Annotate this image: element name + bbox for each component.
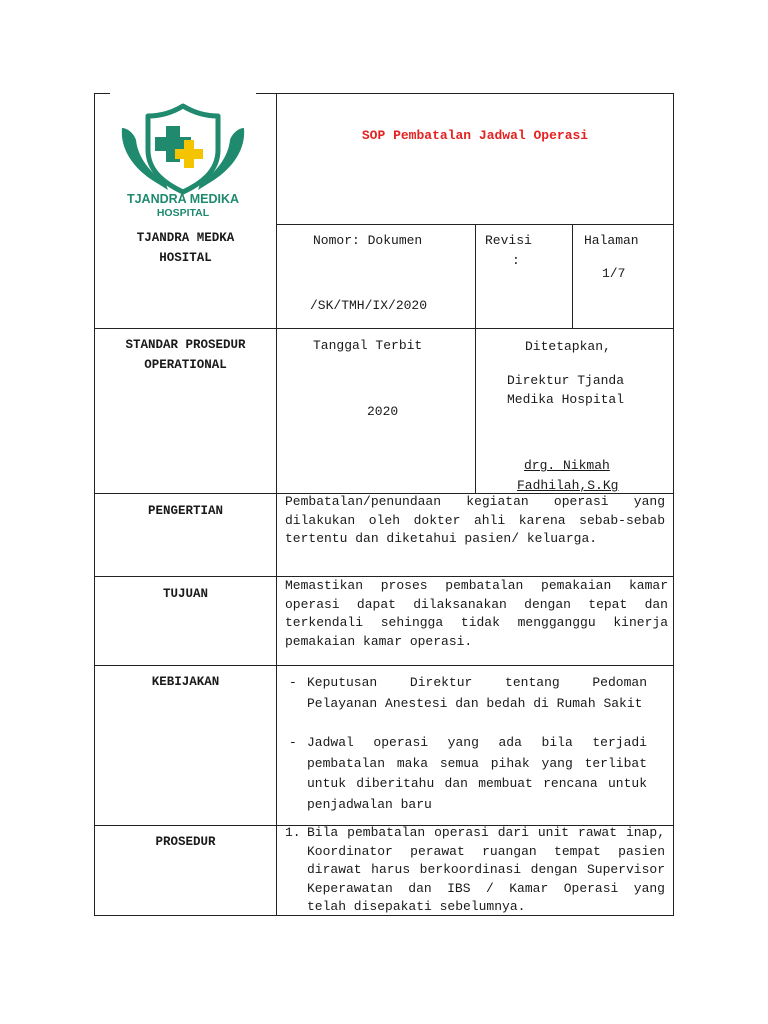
hospital-logo [108, 100, 258, 220]
direktur-line1: Direktur Tjanda [507, 373, 625, 388]
hospital-name-line2: HOSITAL [159, 251, 212, 265]
kebijakan-label: KEBIJAKAN [151, 675, 220, 689]
nomor-label: Nomor: Dokumen [313, 233, 423, 248]
hospital-name-line1: TJANDRA MEDKA [136, 231, 235, 245]
tanggal-value: 2020 [367, 404, 399, 419]
revisi-colon: : [512, 253, 520, 268]
sop-title: SOP Pembatalan Jadwal Operasi [361, 128, 589, 143]
halaman-value: 1/7 [602, 266, 626, 281]
kebijakan-item-1: Keputusan Direktur tentang Pedoman Pelayanan Anestesi dan bedah di Rumah Sakit [307, 675, 647, 711]
table-line [572, 224, 573, 329]
table-line [94, 328, 674, 329]
spo-label-line2: OPERATIONAL [144, 358, 227, 372]
revisi-label: Revisi [485, 233, 532, 248]
nomor-value: /SK/TMH/IX/2020 [310, 298, 428, 313]
signer-line2: Fadhilah,S.Kg [517, 478, 619, 493]
ditetapkan: Ditetapkan, [525, 339, 611, 354]
spo-label-line1: STANDAR PROSEDUR [125, 338, 246, 352]
halaman-label: Halaman [584, 233, 639, 248]
pengertian-label: PENGERTIAN [147, 504, 223, 518]
signer-line1: drg. Nikmah [524, 458, 610, 473]
tanggal-label: Tanggal Terbit [313, 338, 423, 353]
logo-text-line1: TJANDRA MEDIKA [126, 192, 240, 206]
tujuan-text: Memastikan proses pembatalan pemakaian kamar operasi dapat dilaksanakan dengan tepat dan terkendali sehingga tidak mengganggu kinerja pemakaian kamar operasi. [285, 578, 668, 649]
prosedur-number: 1. [285, 825, 301, 840]
logo-text-line2: HOSPITAL [156, 207, 210, 219]
table-line [276, 93, 277, 916]
table-line [94, 665, 674, 666]
tujuan-label: TUJUAN [162, 587, 208, 601]
table-line [94, 93, 110, 94]
kebijakan-item-2: Jadwal operasi yang ada bila terjadi pembatalan maka semua pihak yang terlibat untuk diberitahu dan membuat rencana untuk penjadwalan baru [307, 735, 647, 812]
prosedur-text: Bila pembatalan operasi dari unit rawat inap, Koordinator perawat ruangan tempat pasien dirawat harus berkoordinasi dengan Supervisor Keperawatan dan IBS / Kamar Operasi yang telah disepakati sebelumnya. [307, 825, 665, 914]
bullet: - [289, 675, 297, 690]
bullet: - [289, 735, 297, 750]
direktur-line2: Medika Hospital [507, 392, 625, 407]
table-line [256, 93, 674, 94]
pengertian-text: Pembatalan/penundaan kegiatan operasi yang dilakukan oleh dokter ahli karena sebab-sebab tertentu dan diketahui pasien/ keluarga. [285, 494, 665, 546]
table-line [673, 93, 674, 916]
table-line [475, 224, 476, 494]
prosedur-label: PROSEDUR [155, 835, 216, 849]
